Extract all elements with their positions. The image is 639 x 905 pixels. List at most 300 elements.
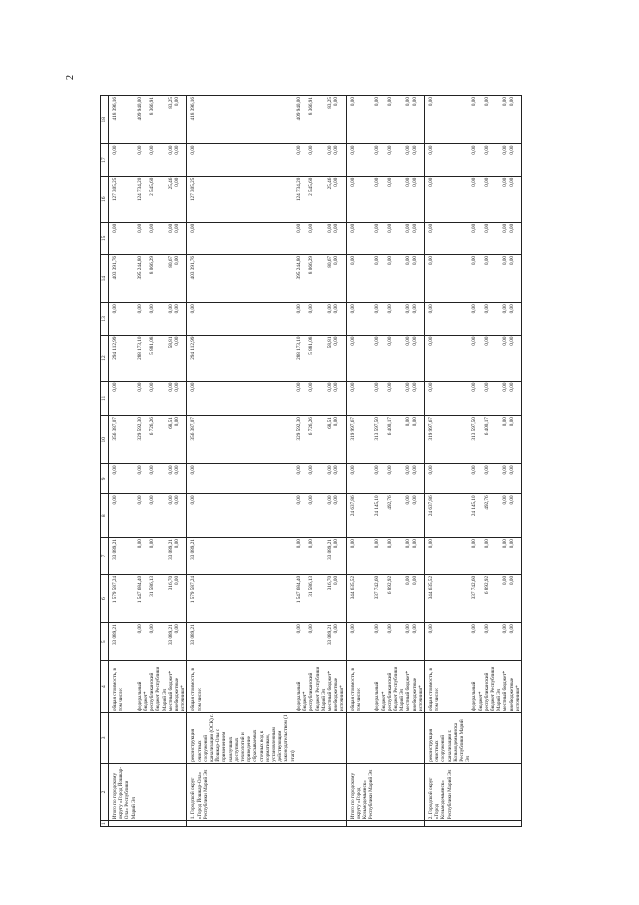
- value-cell: 0,00: [502, 623, 508, 661]
- value-cell: 0,00: [168, 144, 174, 176]
- table-row: [187, 96, 296, 827]
- value-cell: 0,00: [187, 381, 296, 416]
- value-cell: 403 391,76: [109, 254, 137, 302]
- value-cell: 288 173,10: [137, 335, 149, 381]
- measure-description-cell: [509, 713, 522, 764]
- value-cell: 356 387,07: [187, 416, 296, 464]
- value-cell: 0,00: [109, 222, 137, 254]
- value-cell: 0,00: [502, 416, 508, 464]
- cell-col-1: [374, 821, 386, 827]
- value-cell: 0,00: [137, 222, 149, 254]
- value-cell: 0,00: [484, 464, 503, 494]
- value-cell: 0,00: [484, 303, 503, 335]
- value-cell: 0,00: [509, 538, 522, 575]
- column-number-9: 9: [101, 464, 109, 494]
- value-cell: 0,00: [509, 335, 522, 381]
- value-cell: 0,00: [346, 303, 374, 335]
- value-cell: 0,00: [387, 176, 406, 222]
- value-cell: 0,00: [424, 96, 471, 144]
- value-cell: 33 089,21: [187, 538, 296, 575]
- value-cell: 68,51: [168, 416, 174, 464]
- value-cell: 127 305,25: [187, 176, 296, 222]
- value-cell: 409 940,00: [296, 96, 308, 144]
- value-cell: 31 586,13: [149, 574, 168, 622]
- value-cell: 124 734,20: [296, 176, 308, 222]
- value-cell: 124 734,20: [137, 176, 149, 222]
- column-number-13: 13: [101, 303, 109, 335]
- value-cell: 33 089,21: [109, 538, 137, 575]
- value-cell: 83,25: [168, 96, 174, 144]
- value-cell: 0,00: [346, 464, 374, 494]
- value-cell: 0,00: [333, 416, 346, 464]
- value-cell: 0,00: [387, 623, 406, 661]
- value-cell: 0,00: [187, 464, 296, 494]
- measure-description-cell: [374, 713, 386, 764]
- value-cell: 1 547 684,40: [137, 574, 149, 622]
- value-cell: 0,00: [327, 494, 333, 538]
- value-cell: 0,00: [174, 381, 187, 416]
- value-cell: 0,00: [333, 144, 346, 176]
- value-cell: 0,00: [387, 538, 406, 575]
- value-cell: 344 635,52: [424, 574, 471, 622]
- value-cell: 0,00: [327, 144, 333, 176]
- value-cell: 0,00: [405, 254, 411, 302]
- funding-source-cell: республиканский бюджет Республики Марий Эл: [149, 661, 168, 713]
- value-cell: 0,00: [387, 464, 406, 494]
- measure-description-cell: [296, 713, 308, 764]
- value-cell: 0,00: [346, 96, 374, 144]
- value-cell: 0,00: [333, 303, 346, 335]
- value-cell: 25,46: [168, 176, 174, 222]
- object-name-cell: [137, 763, 149, 821]
- value-cell: 0,00: [327, 222, 333, 254]
- value-cell: 6 726,26: [308, 416, 327, 464]
- object-name-cell: [412, 763, 425, 821]
- value-cell: 31 586,13: [308, 574, 327, 622]
- value-cell: 0,00: [509, 303, 522, 335]
- object-name-cell: [174, 763, 187, 821]
- value-cell: 33 089,21: [327, 623, 333, 661]
- value-cell: 0,00: [405, 176, 411, 222]
- value-cell: 0,00: [509, 176, 522, 222]
- measure-description-cell: [308, 713, 327, 764]
- table-row: [424, 96, 471, 827]
- value-cell: 0,00: [471, 381, 483, 416]
- column-number-8: 8: [101, 494, 109, 538]
- funding-source-cell: внебюджетные источники*: [333, 661, 346, 713]
- value-cell: 0,00: [137, 464, 149, 494]
- value-cell: 0,00: [424, 303, 471, 335]
- value-cell: 0,00: [149, 144, 168, 176]
- value-cell: 0,00: [502, 303, 508, 335]
- column-number-1: 1: [101, 822, 107, 825]
- column-number-row: [101, 96, 109, 827]
- value-cell: 0,00: [296, 538, 308, 575]
- value-cell: 0,00: [424, 623, 471, 661]
- value-cell: 0,00: [109, 144, 137, 176]
- value-cell: 0,00: [333, 381, 346, 416]
- value-cell: 0,00: [308, 464, 327, 494]
- cell-col-1: [174, 821, 187, 827]
- page-number: 2: [65, 75, 76, 80]
- value-cell: 0,00: [174, 335, 187, 381]
- value-cell: 0,00: [471, 176, 483, 222]
- value-cell: 0,00: [374, 464, 386, 494]
- value-cell: 0,00: [484, 381, 503, 416]
- value-cell: 5 881,08: [308, 335, 327, 381]
- table-row: [296, 96, 308, 827]
- value-cell: 0,00: [405, 144, 411, 176]
- object-name-cell: [471, 763, 483, 821]
- value-cell: 0,00: [296, 303, 308, 335]
- value-cell: 0,00: [405, 335, 411, 381]
- value-cell: 0,00: [502, 222, 508, 254]
- value-cell: 316,70: [327, 574, 333, 622]
- value-cell: 0,00: [333, 623, 346, 661]
- value-cell: 0,00: [509, 381, 522, 416]
- table-row: [333, 96, 346, 827]
- value-cell: 0,00: [502, 176, 508, 222]
- value-cell: 0,00: [405, 464, 411, 494]
- value-cell: 24 145,10: [374, 494, 386, 538]
- value-cell: 0,00: [509, 416, 522, 464]
- value-cell: 0,00: [333, 574, 346, 622]
- value-cell: 0,00: [308, 222, 327, 254]
- value-cell: 8 066,29: [149, 254, 168, 302]
- value-cell: 418 396,16: [109, 96, 137, 144]
- value-cell: 294 112,99: [187, 335, 296, 381]
- table-row: [109, 96, 137, 827]
- value-cell: 0,00: [502, 381, 508, 416]
- value-cell: 1 579 587,24: [187, 574, 296, 622]
- value-cell: 0,00: [346, 176, 374, 222]
- value-cell: 0,00: [308, 494, 327, 538]
- funding-source-cell: федеральный бюджет*: [374, 661, 386, 713]
- value-cell: 0,00: [424, 538, 471, 575]
- value-cell: 0,00: [374, 96, 386, 144]
- value-cell: 0,00: [502, 144, 508, 176]
- value-cell: 0,00: [346, 381, 374, 416]
- value-cell: 0,00: [471, 96, 483, 144]
- table-row: [412, 96, 425, 827]
- value-cell: 0,00: [502, 464, 508, 494]
- value-cell: 0,00: [333, 254, 346, 302]
- value-cell: 0,00: [412, 623, 425, 661]
- value-cell: 0,00: [387, 303, 406, 335]
- value-cell: 0,00: [168, 303, 174, 335]
- value-cell: 0,00: [484, 176, 503, 222]
- funding-source-cell: внебюджетные источники*: [174, 661, 187, 713]
- value-cell: 0,00: [187, 303, 296, 335]
- value-cell: 0,00: [327, 464, 333, 494]
- table-row: [149, 96, 168, 827]
- funding-source-cell: местный бюджет*: [405, 661, 411, 713]
- value-cell: 8 066,29: [308, 254, 327, 302]
- value-cell: 0,00: [327, 381, 333, 416]
- column-number-10: 10: [101, 416, 109, 464]
- value-cell: 492,76: [387, 494, 406, 538]
- value-cell: 316,70: [168, 574, 174, 622]
- value-cell: 0,00: [137, 494, 149, 538]
- object-name-cell: 2. Городской округ «Город Козьмодемьянск» Республики Марий Эл: [424, 763, 471, 821]
- value-cell: 0,00: [374, 222, 386, 254]
- value-cell: 0,00: [412, 254, 425, 302]
- object-name-cell: Итого по городскому округу «Город Йошкар-Ола» Республики Марий Эл: [109, 763, 137, 821]
- value-cell: 0,00: [412, 464, 425, 494]
- value-cell: 0,00: [374, 335, 386, 381]
- value-cell: 0,00: [109, 464, 137, 494]
- value-cell: 33 089,21: [327, 538, 333, 575]
- value-cell: 0,00: [387, 335, 406, 381]
- value-cell: 0,00: [308, 381, 327, 416]
- value-cell: 0,00: [149, 303, 168, 335]
- value-cell: 0,00: [296, 381, 308, 416]
- value-cell: 0,00: [412, 538, 425, 575]
- cell-col-1: [387, 821, 406, 827]
- value-cell: 0,00: [333, 464, 346, 494]
- value-cell: 0,00: [484, 144, 503, 176]
- value-cell: 0,00: [149, 494, 168, 538]
- value-cell: 0,00: [327, 303, 333, 335]
- value-cell: 0,00: [509, 623, 522, 661]
- value-cell: 0,00: [412, 303, 425, 335]
- value-cell: 0,00: [387, 144, 406, 176]
- value-cell: 6 400,17: [484, 416, 503, 464]
- measure-description-cell: [137, 713, 149, 764]
- value-cell: 0,00: [149, 538, 168, 575]
- value-cell: 0,00: [374, 303, 386, 335]
- object-name-cell: [296, 763, 308, 821]
- value-cell: 0,00: [296, 144, 308, 176]
- object-name-cell: [149, 763, 168, 821]
- funding-source-cell: местный бюджет*: [327, 661, 333, 713]
- value-cell: 395 244,80: [296, 254, 308, 302]
- table-row: [346, 96, 374, 827]
- value-cell: 313 597,50: [471, 416, 483, 464]
- value-cell: 409 940,00: [137, 96, 149, 144]
- column-number-5: 5: [101, 623, 109, 661]
- value-cell: 0,00: [484, 254, 503, 302]
- table-row: [374, 96, 386, 827]
- value-cell: 6 726,26: [149, 416, 168, 464]
- value-cell: 0,00: [471, 303, 483, 335]
- value-cell: 8 366,91: [149, 96, 168, 144]
- value-cell: 0,00: [168, 222, 174, 254]
- value-cell: 0,00: [509, 574, 522, 622]
- column-number-2: 2: [101, 763, 109, 821]
- value-cell: 0,00: [484, 623, 503, 661]
- object-name-cell: [484, 763, 503, 821]
- funding-source-cell: республиканский бюджет Республики Марий Эл: [308, 661, 327, 713]
- cell-col-1: [296, 821, 308, 827]
- value-cell: 0,00: [168, 494, 174, 538]
- cell-col-1: [412, 821, 425, 827]
- value-cell: 0,00: [424, 144, 471, 176]
- value-cell: 0,00: [137, 303, 149, 335]
- value-cell: 0,00: [174, 303, 187, 335]
- value-cell: 0,00: [509, 494, 522, 538]
- value-cell: 0,00: [149, 464, 168, 494]
- value-cell: 0,00: [424, 222, 471, 254]
- table-row: [308, 96, 327, 827]
- value-cell: 0,00: [346, 254, 374, 302]
- funding-source-cell: внебюджетные источники*: [509, 661, 522, 713]
- value-cell: 0,00: [174, 222, 187, 254]
- rotated-table-container: [100, 95, 530, 827]
- cell-col-1: [346, 821, 374, 827]
- value-cell: 0,00: [346, 144, 374, 176]
- cell-col-1: [308, 821, 327, 827]
- value-cell: 2 545,60: [308, 176, 327, 222]
- value-cell: 33 089,21: [187, 623, 296, 661]
- table-row: [484, 96, 503, 827]
- value-cell: 0,00: [308, 623, 327, 661]
- table-row: [387, 96, 406, 827]
- value-cell: 313 597,50: [374, 416, 386, 464]
- value-cell: 0,00: [174, 623, 187, 661]
- value-cell: 0,00: [346, 222, 374, 254]
- value-cell: 0,00: [424, 381, 471, 416]
- table-row: [471, 96, 483, 827]
- cell-col-1: [424, 821, 471, 827]
- funding-source-cell: внебюджетные источники*: [412, 661, 425, 713]
- value-cell: 0,00: [405, 96, 411, 144]
- value-cell: 0,00: [424, 254, 471, 302]
- value-cell: 0,00: [374, 538, 386, 575]
- value-cell: 80,67: [168, 254, 174, 302]
- value-cell: 337 742,60: [471, 574, 483, 622]
- value-cell: 0,00: [412, 335, 425, 381]
- funding-source-cell: федеральный бюджет*: [471, 661, 483, 713]
- object-name-cell: Итого по городскому округу «Город Козьмодемьянск» Республики Марий Эл: [346, 763, 374, 821]
- funding-source-cell: республиканский бюджет Республики Марий Эл: [387, 661, 406, 713]
- value-cell: 329 592,30: [296, 416, 308, 464]
- value-cell: 0,00: [296, 222, 308, 254]
- value-cell: 0,00: [509, 96, 522, 144]
- value-cell: 0,00: [502, 538, 508, 575]
- cell-col-1: [149, 821, 168, 827]
- object-name-cell: [387, 763, 406, 821]
- value-cell: 0,00: [174, 494, 187, 538]
- value-cell: 356 387,07: [109, 416, 137, 464]
- value-cell: 0,00: [137, 538, 149, 575]
- value-cell: 294 112,99: [109, 335, 137, 381]
- value-cell: 0,00: [308, 144, 327, 176]
- value-cell: 403 391,76: [187, 254, 296, 302]
- value-cell: 127 305,25: [109, 176, 137, 222]
- column-number-16: 16: [101, 176, 109, 222]
- value-cell: 0,00: [109, 381, 137, 416]
- table-row: [509, 96, 522, 827]
- value-cell: 0,00: [484, 538, 503, 575]
- cell-col-1: [471, 821, 483, 827]
- value-cell: 0,00: [484, 335, 503, 381]
- value-cell: 0,00: [149, 381, 168, 416]
- value-cell: 1 579 587,24: [109, 574, 137, 622]
- funding-source-cell: общая стоимость, в том числе:: [346, 661, 374, 713]
- value-cell: 0,00: [412, 144, 425, 176]
- value-cell: 0,00: [484, 222, 503, 254]
- value-cell: 83,25: [327, 96, 333, 144]
- value-cell: 0,00: [387, 222, 406, 254]
- value-cell: 80,67: [327, 254, 333, 302]
- funding-source-cell: общая стоимость, в том числе:: [424, 661, 471, 713]
- value-cell: 0,00: [374, 381, 386, 416]
- measure-description-cell: реконструкция очистных сооружений канализации г. Козьмодемьянска Республики Марий Эл: [424, 713, 471, 764]
- value-cell: 0,00: [346, 335, 374, 381]
- measure-description-cell: [412, 713, 425, 764]
- value-cell: 0,00: [333, 494, 346, 538]
- value-cell: 0,00: [346, 623, 374, 661]
- value-cell: 0,00: [471, 254, 483, 302]
- measure-description-cell: [346, 713, 374, 764]
- value-cell: 0,00: [174, 416, 187, 464]
- object-name-cell: 1. Городской округ «Город Йошкар-Ола» Республики Марий Эл: [187, 763, 296, 821]
- value-cell: 25,46: [327, 176, 333, 222]
- value-cell: 0,00: [174, 574, 187, 622]
- column-number-11: 11: [101, 381, 109, 416]
- column-number-14: 14: [101, 254, 109, 302]
- value-cell: 0,00: [168, 464, 174, 494]
- value-cell: 0,00: [412, 222, 425, 254]
- column-number-4: 4: [101, 661, 109, 713]
- value-cell: 33 089,21: [168, 538, 174, 575]
- value-cell: 0,00: [333, 538, 346, 575]
- value-cell: 0,00: [471, 623, 483, 661]
- value-cell: 0,00: [174, 254, 187, 302]
- funding-source-cell: общая стоимость, в том числе:: [109, 661, 137, 713]
- measure-description-cell: [387, 713, 406, 764]
- value-cell: 0,00: [109, 494, 137, 538]
- value-cell: 0,00: [333, 335, 346, 381]
- value-cell: 0,00: [137, 623, 149, 661]
- value-cell: 0,00: [424, 464, 471, 494]
- column-number-17: 17: [101, 144, 109, 176]
- cell-col-1: [109, 821, 137, 827]
- measure-description-cell: [109, 713, 137, 764]
- financing-table: [100, 95, 522, 827]
- value-cell: 492,76: [484, 494, 503, 538]
- value-cell: 33 089,21: [168, 623, 174, 661]
- value-cell: 0,00: [333, 176, 346, 222]
- value-cell: 5 881,08: [149, 335, 168, 381]
- table-row: [174, 96, 187, 827]
- value-cell: 0,00: [174, 96, 187, 144]
- value-cell: 0,00: [109, 303, 137, 335]
- measure-description-cell: [174, 713, 187, 764]
- value-cell: 0,00: [405, 574, 411, 622]
- funding-source-cell: местный бюджет*: [502, 661, 508, 713]
- funding-source-cell: общая стоимость, в том числе:: [187, 661, 296, 713]
- value-cell: 0,00: [405, 222, 411, 254]
- object-name-cell: [308, 763, 327, 821]
- value-cell: 0,00: [502, 494, 508, 538]
- value-cell: 0,00: [502, 335, 508, 381]
- value-cell: 0,00: [387, 254, 406, 302]
- value-cell: 24 637,86: [424, 494, 471, 538]
- value-cell: 0,00: [374, 254, 386, 302]
- value-cell: 0,00: [405, 538, 411, 575]
- value-cell: 0,00: [405, 303, 411, 335]
- value-cell: 6 892,92: [387, 574, 406, 622]
- value-cell: 0,00: [424, 335, 471, 381]
- value-cell: 24 637,86: [346, 494, 374, 538]
- value-cell: 0,00: [174, 464, 187, 494]
- value-cell: 0,00: [412, 176, 425, 222]
- column-number-18: 18: [101, 96, 109, 144]
- value-cell: 0,00: [509, 144, 522, 176]
- value-cell: 68,51: [327, 416, 333, 464]
